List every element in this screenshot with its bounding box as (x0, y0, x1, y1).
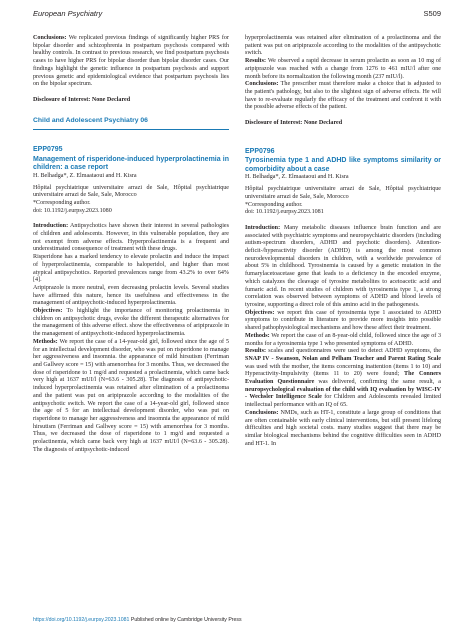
conclusions (245, 81, 441, 112)
disclosure (33, 97, 229, 105)
obj-label: Objectives: (33, 308, 63, 315)
affiliation: Hôpital psychiatrique universitaire arrazi de Sale, Hôpital psychiatrique universitaire arrazi de Sale, Sale, Morocco (33, 184, 229, 199)
disclosure-text: Disclosure of Interest: None Declared (245, 120, 343, 127)
results-text-c: was delivered, confirming the same result, a (314, 379, 441, 386)
abstract-title: Tyrosinemia type 1 and ADHD like symptoms similarity or comorbidity about a case (245, 157, 441, 173)
page-number: S509 (423, 9, 441, 18)
snap-scale: SNAP IV - Swanson, Nolan and Pelham Teacher and Parent Rating Scale (245, 355, 441, 362)
intro-label: Introduction: (245, 224, 281, 231)
obj-label: Objectives: (245, 309, 275, 316)
results-2 (245, 348, 441, 410)
corresponding-author: *Corresponding author. (245, 201, 303, 208)
paragraph-2: Risperidone has a marked tendency to elevate prolactin and induce the impact of hyperprolactinemia, comparable to haloperidol, and higher than most atypical antipsychotics. Reported prevalences range from 43.2% to over 64% [4]. (33, 254, 229, 284)
obj-text: we report this case of tyrosinemia type 1 associated to ADHD symptoms to contribute in literature to provide more insights into possible shared pathophysiological mechanisms and how these affect their treatment. (245, 309, 441, 332)
running-header (33, 9, 441, 21)
right-column (245, 35, 441, 448)
intro-text: Antipsychotics have shown their interest in several pathologies of children and adolescents. However, in this vulnerable population, they are not exempt from adverse effects. Hyperprolactinemia is a frequent and underestimated consequence of treatment with these drugs. (33, 223, 229, 253)
results-text-d: for Children and Adolescents revealed limited intellectual performance with an IQ of 65. (245, 394, 441, 409)
methods (245, 333, 441, 348)
methods-label: Methods: (33, 338, 58, 345)
methods-label: Methods: (245, 332, 270, 339)
conclusions-text: We replicated previous findings of significantly higher PRS for bipolar disorder and schizophrenia in postpartum psychosis compared with healthy controls. In contrast to previous research, we find postpartum psychosis cases to have higher PRS for bipolar disorder than bipolar disorder cases. Our findings highlight the genetic influence in postpartum psychosis and support previous genetic and epidemiological evidence that postpartum psychosis lies on the bipolar spectrum. (33, 35, 229, 88)
disclosure-text: Disclosure of Interest: None Declared (33, 96, 131, 103)
results (245, 58, 441, 81)
paragraph-3: Aripiprazole is more neutral, even decreasing prolactin levels. Several studies have affirmed this nature, hence its usefulness and effectiveness in the management of antipsychotic-induced hyperprolactinemia. (33, 284, 229, 307)
methods-text: We report the case of a 14-year-old girl, followed since the age of 5 for an intellectual development disorder, who was put on risperidone to manage her aggressiveness and insomnia. the appearance of mild hirsutism (Ferriman and Gallwey score = 15) with amenorrhea for 3 months. Thus, we decreased the dose of risperidone to 1 mg/d and requested a prolactinemia, which came back very high at 1637 mUI/l (N=63.6 - 305.28). The diagnosis of antipsychotic-induced hyperprolactinemia was retained after elimination of a prolactinoma and the patient was put on aripiprazole according to the modalities of the antipsychotic switch. We report the case of a 14-year-old girl, followed since the age of 5 for an intellectual development disorder, who was put on risperidone to manage her aggressiveness and insomnia the appearance of mild hirsutism (Ferriman and Gallwey score = 15) with amenorrhea for 3 months. Thus, we decreased the dose of risperidone to 1 mg/d and requested a prolactinemia, which came back very high at 1637 mUI/l (N=63.6 - 305.28). The diagnosis of antipsychotic-induced (33, 338, 229, 453)
continued-text: hyperprolactinemia was retained after elimination of a prolactinoma and the patient was put on aripiprazole according to the modalities of the antipsychotic switch. (245, 35, 441, 57)
conners-questionnaire: The Conners Evaluation Questionnaire (245, 371, 441, 386)
neuro-evaluation: neuropsychological evaluation of the child with IQ evaluation by WISC-IV - Wechsler Intelligence Scale (245, 386, 441, 401)
results-label: Results: (245, 58, 266, 65)
abstract-code: EPP0795 (33, 146, 63, 154)
concl-text: The prescriber must therefore make a choice that is adjusted to the patient's pathology, but also to the slightest sign of adverse effects. He will have to re-evaluate regularly the efficacy of the treatment and confront it with the possible adverse effects of the patient. (245, 81, 441, 111)
concl-label: Conclusions: (245, 409, 279, 416)
affiliation: Hôpital psychiatrique universitaire arrazi de Sale, Hôpital psychiatrique universitaire arrazi de Sale, Sale, Morocco (245, 186, 441, 200)
left-column (33, 35, 229, 454)
corresponding-author: *Corresponding author. (33, 199, 91, 206)
disclosure (245, 120, 441, 128)
section-heading: Child and Adolescent Psychiatry 06 (33, 116, 148, 124)
conclusions-paragraph (33, 35, 229, 89)
conclusions-label: Conclusions: (33, 35, 67, 41)
objectives (33, 308, 229, 339)
objectives (245, 310, 441, 333)
footer-text: Published online by Cambridge University Press (129, 617, 242, 623)
journal-name: European Psychiatry (33, 9, 103, 18)
abstract-title: Management of risperidone-induced hyperprolactinemia in children: a case report (33, 155, 229, 172)
methods-text: We report the case of an 8-year-old child, followed since the age of 3 months for a tyrosinemia type 1 who presented symptoms of ADHD. (245, 332, 441, 347)
concl-text: NMDs, such as HT-1, constitute a large group of conditions that are often containable with early clinical interventions, but still present lifelong difficulties and high societal costs. many studies suggest that there may be similar biological mechanisms behind the cognitive difficulties seen in ADHD and HT-1. In (245, 409, 441, 447)
introduction (245, 225, 441, 310)
doi: doi: 10.1192/j.eurpsy.2023.1081 (245, 209, 324, 216)
section-rule (33, 129, 229, 130)
concl-label: Conclusions: (245, 81, 279, 88)
doi: doi: 10.1192/j.eurpsy.2023.1080 (33, 207, 112, 214)
introduction (33, 223, 229, 254)
intro-text: Many metabolic diseases influence brain function and are associated with psychiatric symptoms and neuropsychiatric disorders (including autism-spectrum disorders, ADHD and psychotic disorders). Attention-deficit-/hyperactivity disorder (ADHD) is among the most common neurodevelopmental disorders in children, with a worldwide prevalence of about 5% in childhood. Tyrosinemia is caused by a genetic mutation in the fumarylacetoacetase gene that leads to a deficiency in the encoded enzyme, which catalyzes the cleavage of tyrosine metabolites to acetoacetic acid and fumaric acid. In recent studies of children with tyrosinemia type 1, a strong correlation was observed between symptoms of ADHD and blood levels of tyrosine, supporting a direct role of this amino acid in the pathogenesis. (245, 224, 441, 308)
methods (33, 339, 229, 455)
abstract-code: EPP0796 (245, 147, 275, 155)
results-text-a: scales and questionnaires were used to detect ADHD symptoms, the (266, 348, 441, 355)
obj-text: To highlight the importance of monitoring prolactinemia in children on antipsychotic drugs, evoke the different therapeutic alternatives for the management of this adverse effect. show the effectiveness of aripiprazole in the management of antipsychotic-induced hyperprolactinemia. (33, 308, 229, 338)
results-text-b: was used with the mother, the items concerning inattention (items 1 to 10) and Hyperactivity-Impulsivity (items 11 to 20) were found; (245, 363, 441, 378)
footer (33, 617, 242, 623)
footer-doi-link[interactable]: https://doi.org/10.1192/j.eurpsy.2023.1081 (33, 617, 130, 623)
authors: H. Belhadga*, Z. Elmaataoui and H. Kisra (33, 172, 137, 179)
results-text: We observed a rapid decrease in serum prolactin as soon as 10 mg of aripiprazole was reached with a change from 1276 to 461 mIU/l after one month before its normalization the following month (237 mIU/l). (245, 58, 441, 80)
intro-label: Introduction: (33, 223, 69, 230)
conclusions-2 (245, 410, 441, 449)
authors: H. Belhadga*, Z. Elmaataoui and H. Kisra (245, 174, 349, 181)
results-label: Results: (245, 348, 266, 355)
